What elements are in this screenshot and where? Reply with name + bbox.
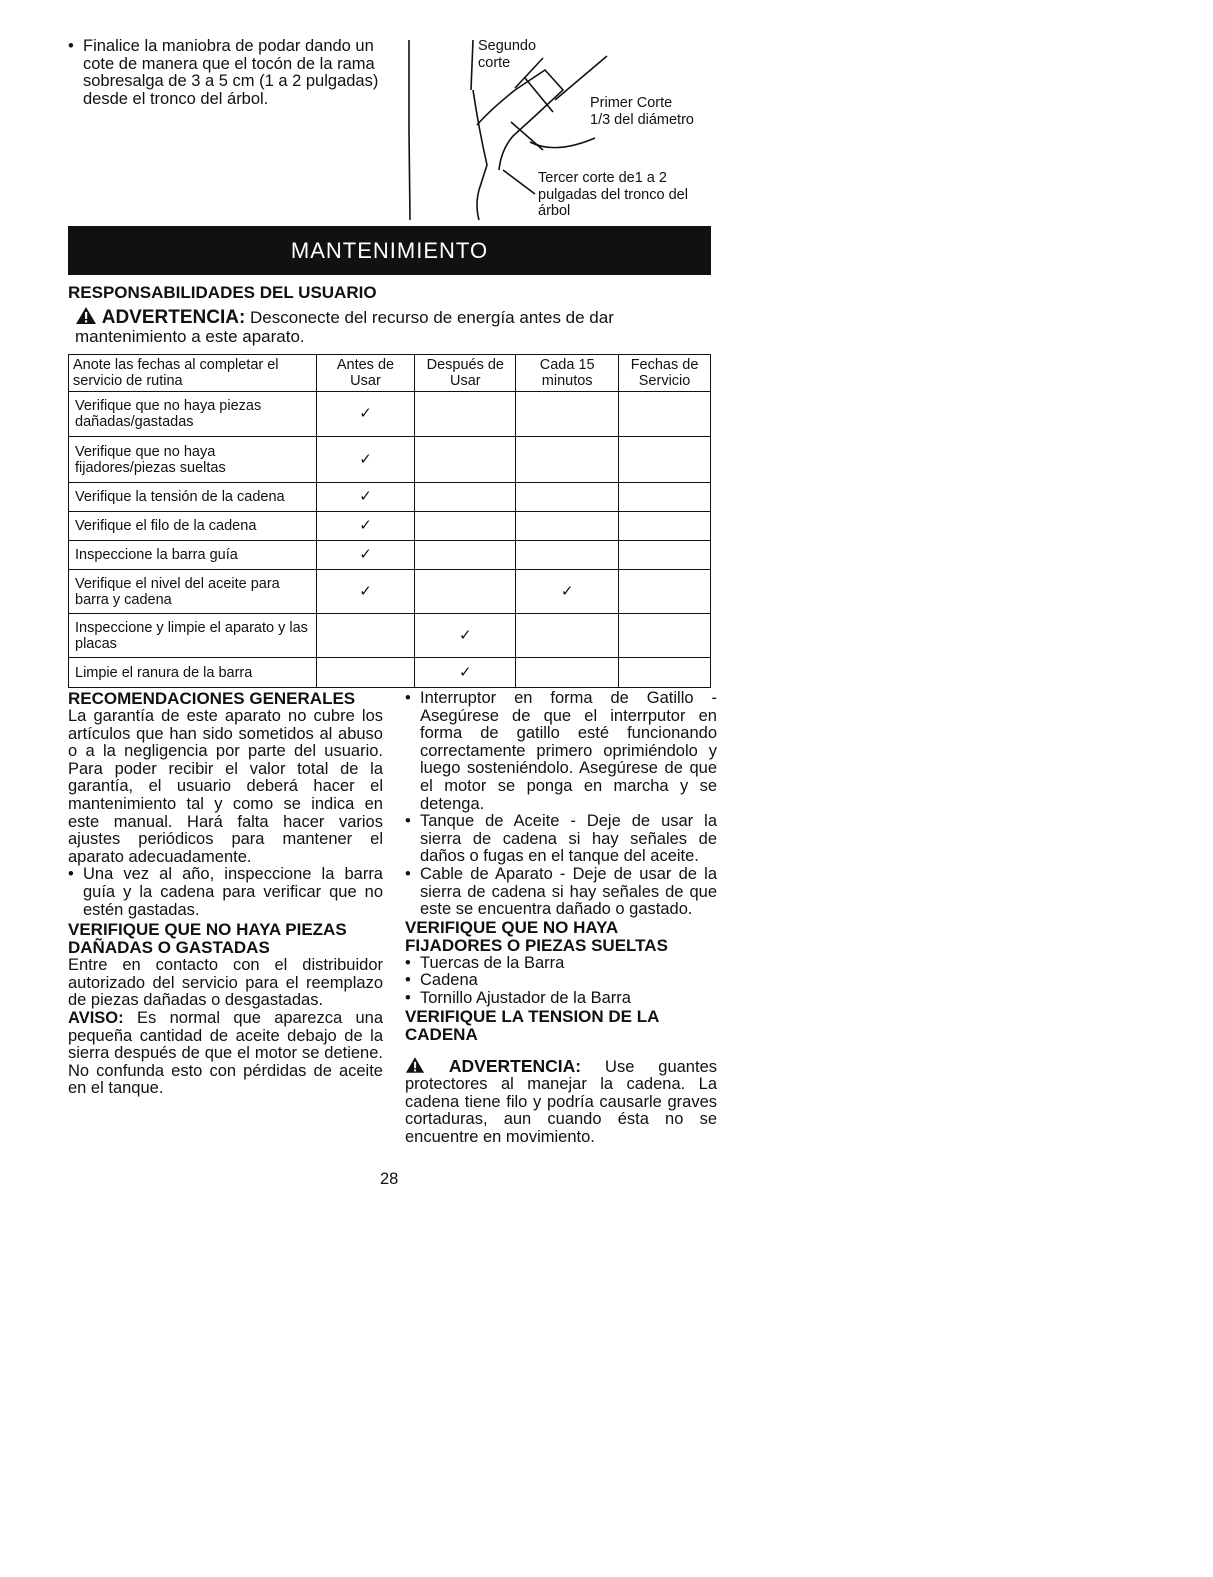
label-first-cut <box>590 95 720 128</box>
second-cut-line <box>525 78 553 112</box>
check-cell: ✓ <box>316 392 415 437</box>
check-cell: ✓ <box>316 570 415 614</box>
check-cell <box>619 658 711 688</box>
notice-paragraph <box>68 1010 383 1098</box>
warning-triangle-icon <box>75 308 102 327</box>
warning-1-text: Desconecte del recurso de energía antes de dar mantenimiento a este aparato. <box>75 308 614 346</box>
table-header: Después de Usar <box>415 355 516 392</box>
loose-parts-heading: VERIFIQUE QUE NO HAYA FIJADORES O PIEZAS SUELTAS <box>405 917 668 955</box>
check-cell <box>516 392 619 437</box>
primer-pointer-curve <box>530 138 595 148</box>
task-cell: Verifique que no haya fijadores/piezas sueltas <box>69 437 317 483</box>
general-recommendations-heading: RECOMENDACIONES GENERALES <box>68 689 356 708</box>
label-second-cut: Segundo corte <box>478 38 537 71</box>
warning-2 <box>405 1056 717 1147</box>
right-column <box>405 690 717 1146</box>
label-first-line2: 1/3 del diámetro <box>590 111 694 128</box>
table-header: Fechas de Servicio <box>619 355 711 392</box>
warning-2-text: Use guantes protectores al manejar la cadena. La cadena tiene filo y podría causarle graves cortaduras, aun cuando ésta no se encuentre en movimiento. <box>405 1057 717 1146</box>
check-cell <box>619 541 711 570</box>
list-item: • Cadena <box>405 972 717 990</box>
check-cell <box>619 392 711 437</box>
check-cell <box>316 658 415 688</box>
label-first-line1: Primer Corte <box>590 95 673 111</box>
check-cell <box>316 614 415 658</box>
check-cell: ✓ <box>316 437 415 483</box>
general-recommendations-text: La garantía de este aparato no cubre los artículos que han sido sometidos al abuso o a la negligencia por parte del usuario. Para poder recibir el valor total de la garantía, el usuario deberá hacer el mantenimiento tal y como se indica en este manual. Hará falta hacer varios ajustes periódicos para mantener el aparato adecuadamente. <box>68 707 383 866</box>
left-column <box>68 690 383 1098</box>
intro-bullet: • Finalice la maniobra de podar dando un cote de manera que el tocón de la rama sobresalga de 3 a 5 cm (1 a 2 pulgadas) desde el tronco del árbol. <box>68 38 403 108</box>
warning-1-label: ADVERTENCIA: <box>101 307 246 328</box>
table-header: Antes de Usar <box>316 355 415 392</box>
damaged-parts-heading: VERIFIQUE QUE NO HAYA PIEZAS DAÑADAS O GASTADAS <box>68 920 347 958</box>
section-title-bar <box>68 226 711 275</box>
check-cell <box>516 541 619 570</box>
task-cell: Verifique que no haya piezas dañadas/gastadas <box>69 392 317 437</box>
tree-trunk-line <box>409 40 410 220</box>
section-title: MANTENIMIENTO <box>290 237 489 263</box>
primer-arrow <box>555 56 607 100</box>
table-row <box>69 658 711 688</box>
table-header-row <box>69 355 711 392</box>
check-cell <box>619 512 711 541</box>
check-cell <box>415 570 516 614</box>
check-cell <box>415 541 516 570</box>
check-cell <box>415 392 516 437</box>
check-cell <box>619 614 711 658</box>
page-number: 28 <box>380 1170 399 1188</box>
check-cell: ✓ <box>415 614 516 658</box>
general-bullet: • Una vez al año, inspeccione la barra guía y la cadena para verificar que no estén gastadas. <box>68 866 383 919</box>
check-cell <box>619 437 711 483</box>
user-resp-heading: RESPONSABILIDADES DEL USUARIO <box>68 283 377 302</box>
branch-lower-edge <box>473 90 487 220</box>
check-cell <box>516 437 619 483</box>
damaged-parts-text: Entre en contacto con el distribuidor autorizado del servicio para el reemplazo de piezas dañadas o desgastadas. <box>68 956 383 1010</box>
warning-2-label: ADVERTENCIA: <box>448 1055 582 1076</box>
task-cell: Verifique la tensión de la cadena <box>69 483 317 512</box>
table-row <box>69 541 711 570</box>
check-cell <box>516 512 619 541</box>
task-cell: Inspeccione la barra guía <box>69 541 317 570</box>
check-cell: ✓ <box>316 483 415 512</box>
table-row <box>69 614 711 658</box>
table-row <box>69 392 711 437</box>
check-cell: ✓ <box>316 541 415 570</box>
table-header: Anote las fechas al completar el servicio de rutina <box>69 355 317 392</box>
check-cell: ✓ <box>415 658 516 688</box>
check-cell <box>619 483 711 512</box>
branch-outline <box>477 70 563 170</box>
check-cell <box>516 614 619 658</box>
check-cell <box>516 483 619 512</box>
segundo-pointer-line <box>471 40 473 90</box>
right-bullet-trigger: • Interruptor en forma de Gatillo - Asegúrese de que el interrputor en forma de gatillo esté funcionando correctamente primero oprimiéndolo y luego sosteniéndolo. Asegúrese de que el motor se ponga en marcha y se detenga. <box>405 690 717 813</box>
table-row <box>69 483 711 512</box>
task-cell: Verifique el filo de la cadena <box>69 512 317 541</box>
list-item: • Tuercas de la Barra <box>405 955 717 973</box>
check-cell <box>415 512 516 541</box>
table-header: Cada 15 minutos <box>516 355 619 392</box>
check-cell: ✓ <box>316 512 415 541</box>
check-cell: ✓ <box>516 570 619 614</box>
check-cell <box>415 483 516 512</box>
task-cell: Inspeccione y limpie el aparato y las placas <box>69 614 317 658</box>
table-row <box>69 570 711 614</box>
table-row <box>69 437 711 483</box>
check-cell <box>619 570 711 614</box>
task-cell: Verifique el nivel del aceite para barra y cadena <box>69 570 317 614</box>
right-bullet-cable: • Cable de Aparato - Deje de usar de la sierra de cadena si hay señales de que este se encuentra dañado o gastado. <box>405 866 717 919</box>
chain-tension-heading: VERIFIQUE LA TENSION DE LA CADENA <box>405 1006 659 1044</box>
task-cell: Limpie el ranura de la barra <box>69 658 317 688</box>
table-row <box>69 512 711 541</box>
list-item: • Tornillo Ajustador de la Barra <box>405 990 717 1008</box>
label-third-cut: Tercer corte de1 a 2 pulgadas del tronco del árbol <box>538 170 688 219</box>
right-bullet-oil-tank: • Tanque de Aceite - Deje de usar la sierra de cadena si hay señales de daños o fugas en el tanque del aceite. <box>405 813 717 866</box>
check-cell <box>516 658 619 688</box>
warning-triangle-icon <box>405 1058 449 1076</box>
check-cell <box>415 437 516 483</box>
notice-text: Es normal que aparezca una pequeña cantidad de aceite debajo de la sierra después de que el motor se detiene. No confunda esto con pérdidas de aceite en el tanque. <box>68 1008 383 1098</box>
tercer-arrow <box>503 170 535 194</box>
notice-label: AVISO: <box>68 1008 124 1027</box>
maintenance-table <box>68 354 711 688</box>
warning-1 <box>75 306 715 346</box>
